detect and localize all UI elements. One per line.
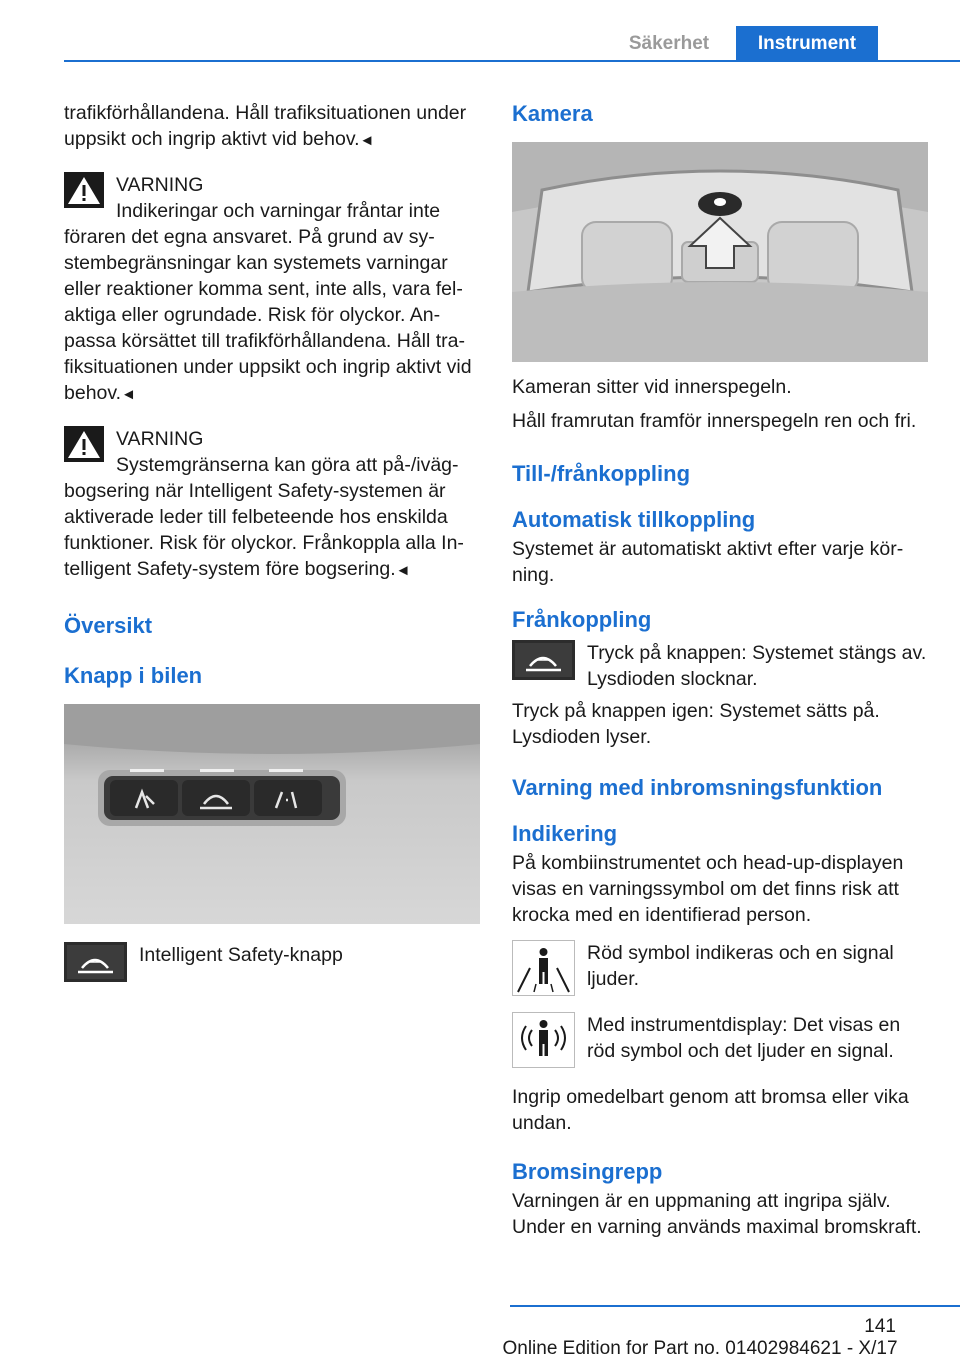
camera-heading: Kamera — [512, 101, 593, 126]
switch-heading: Till-/frånkoppling — [512, 461, 691, 486]
page-footer — [0, 1300, 960, 1362]
off-icon-row — [512, 640, 928, 692]
intervene-text: Ingrip omedelbart genom att bromsa eller vika undan. — [512, 1086, 909, 1134]
warning-title: VARNING — [116, 174, 204, 196]
warning-triangle-icon — [64, 172, 104, 208]
button-panel-image — [64, 704, 480, 924]
intelligent-safety-button-icon — [512, 640, 575, 680]
indication-heading: Indikering — [512, 821, 618, 846]
page-number: 141 — [864, 1316, 896, 1337]
pedestrian-warning-icon — [512, 940, 575, 996]
intelligent-safety-button-icon — [64, 942, 127, 982]
warning-block-1 — [64, 172, 480, 408]
off-text-2: Tryck på knappen igen: Systemet sätts på. Lysdioden lyser. — [512, 700, 880, 748]
display-symbol-row — [512, 1012, 928, 1068]
red-symbol-row — [512, 940, 928, 996]
footer-rule — [510, 1305, 960, 1307]
page-header — [0, 0, 960, 62]
red-symbol-text: Röd symbol indikeras och en signal ljuder. — [587, 942, 894, 990]
safety-button-caption: Intelligent Safety-knapp — [139, 944, 343, 966]
overview-heading: Översikt — [64, 613, 153, 638]
intro-paragraph: trafikförhållandena. Håll trafiksituationen under uppsikt och ingrip aktivt vid behov.◄ — [64, 102, 467, 150]
left-column — [64, 100, 480, 998]
off-heading: Frånkoppling — [512, 607, 652, 632]
indication-text: På kombiinstrumentet och head-up-displayen visas en varningssymbol om det finns risk att krocka med en identifierad person. — [512, 852, 904, 926]
warning-triangle-icon — [64, 426, 104, 462]
header-rule — [64, 60, 960, 62]
end-mark: ◄ — [121, 386, 136, 403]
warning-text: Indikeringar och varningar fråntar inte föraren det egna ansvaret. På grund av sy-stembegränsningar kan systemets varningar eller reaktioner komma sent, inte alls, vara fel-aktiga eller ogrundade. Risk för olyckor. An-passa körsättet till trafikförhållandena. Håll tra-fiksituationen under uppsikt och ingrip aktivt vid behov. — [64, 200, 472, 404]
edition-text: Online Edition for Part no. 01402984621 - X/17 — [502, 1338, 898, 1359]
off-icon-text: Tryck på knappen: Systemet stängs av. Lysdioden slocknar. — [587, 642, 927, 690]
button-heading: Knapp i bilen — [64, 663, 203, 688]
brake-heading: Bromsingrepp — [512, 1159, 663, 1184]
warning-title: VARNING — [116, 428, 204, 450]
camera-text-1: Kameran sitter vid innerspegeln. — [512, 376, 792, 398]
camera-figure — [512, 142, 928, 362]
header-section-tab[interactable]: Säkerhet — [602, 26, 736, 61]
button-panel-figure — [64, 704, 480, 924]
warning-text: Systemgränserna kan göra att på-/iväg-bogsering när Intelligent Safety-systemen är aktiverade leder till felbeteende hos enskilda funktioner. Risk för olyckor. Frånkoppla alla In-telligent Safety-system före bogsering. — [64, 454, 464, 580]
windshield-camera-image — [512, 142, 928, 362]
display-symbol-text: Med instrumentdisplay: Det visas en röd symbol och det ljuder en signal. — [587, 1014, 901, 1062]
end-mark: ◄ — [395, 562, 411, 579]
right-column — [512, 100, 928, 1240]
auto-text: Systemet är automatiskt aktivt efter varje kör-ning. — [512, 538, 904, 586]
pedestrian-sound-icon — [512, 1012, 575, 1068]
header-chapter-tab[interactable]: Instrument — [736, 26, 878, 61]
brake-text: Varningen är en uppmaning att ingripa själv. Under en varning används maximal bromskraft. — [512, 1190, 922, 1238]
end-mark: ◄ — [359, 132, 375, 149]
safety-button-row — [64, 942, 480, 982]
auto-heading: Automatisk tillkoppling — [512, 507, 756, 532]
warning-brake-heading: Varning med inbromsningsfunktion — [512, 775, 883, 800]
camera-text-2: Håll framrutan framför innerspegeln ren och fri. — [512, 410, 917, 432]
warning-block-2 — [64, 426, 480, 584]
